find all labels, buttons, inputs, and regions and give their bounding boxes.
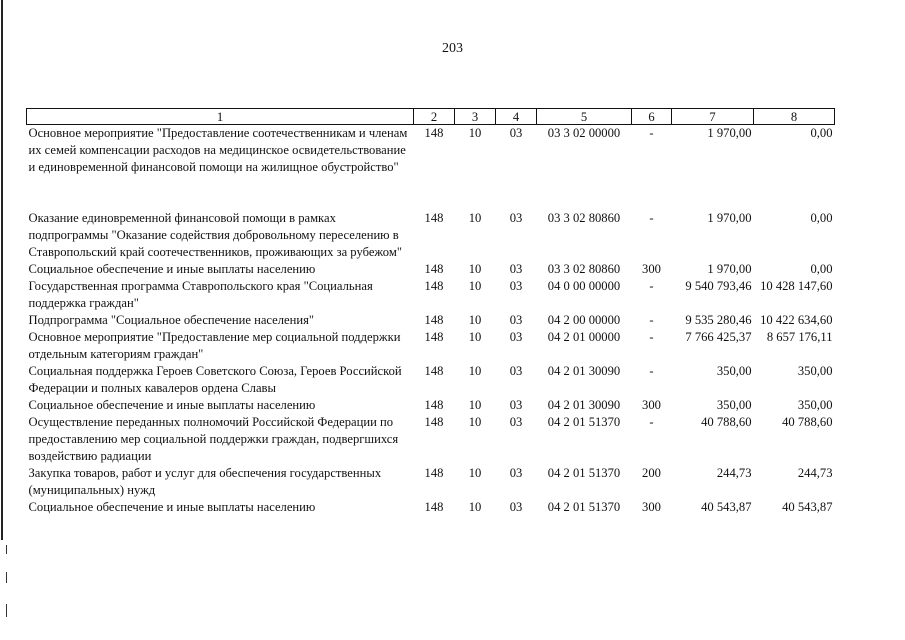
expense-type-code: 200	[642, 466, 661, 480]
table-row	[27, 363, 835, 397]
table-row	[27, 499, 835, 516]
target-article-code: 04 2 01 30090	[547, 364, 621, 378]
ministry-code: 148	[424, 262, 444, 276]
target-article-code: 04 2 01 51370	[547, 500, 621, 514]
subsection-code: 03	[509, 313, 523, 327]
amount-year-2: 40 788,60	[782, 415, 833, 429]
ministry-code: 148	[424, 330, 444, 344]
section-code: 10	[468, 330, 482, 344]
subsection-code: 03	[509, 262, 523, 276]
column-header: 8	[754, 109, 835, 125]
section-code: 10	[468, 466, 482, 480]
section-code: 10	[468, 364, 482, 378]
margin-tick	[6, 545, 7, 554]
section-code: 10	[468, 279, 482, 293]
subsection-code: 03	[509, 364, 523, 378]
ministry-code: 148	[424, 500, 444, 514]
ministry-code: 148	[424, 466, 444, 480]
subsection-code: 03	[509, 398, 523, 412]
column-header: 1	[27, 109, 414, 125]
column-header: 5	[537, 109, 632, 125]
ministry-code: 148	[424, 364, 444, 378]
amount-year-2: 0,00	[810, 262, 833, 276]
target-article-code: 04 2 01 30090	[547, 398, 621, 412]
amount-year-1: 9 535 280,46	[685, 313, 752, 327]
amount-year-1: 1 970,00	[707, 262, 752, 276]
item-name: Социальное обеспечение и иные выплаты населению	[28, 398, 316, 412]
table-row	[27, 465, 835, 499]
ministry-code: 148	[424, 279, 444, 293]
target-article-code: 03 3 02 80860	[547, 262, 621, 276]
item-name: Социальная поддержка Героев Советского Союза, Героев Российской Федерации и полных кавалеров ордена Славы	[28, 364, 402, 395]
table-row	[27, 261, 835, 278]
subsection-code: 03	[509, 415, 523, 429]
amount-year-2: 0,00	[810, 211, 833, 225]
item-name: Осуществление переданных полномочий Российской Федерации по предоставлению мер социальной поддержки граждан, подвергшихся воздействию радиации	[28, 415, 399, 463]
ministry-code: 148	[424, 313, 444, 327]
expense-type-code: -	[649, 211, 654, 225]
column-header: 6	[632, 109, 672, 125]
target-article-code: 03 3 02 80860	[547, 211, 621, 225]
section-code: 10	[468, 126, 482, 140]
item-name: Социальное обеспечение и иные выплаты населению	[28, 500, 316, 514]
amount-year-2: 10 422 634,60	[760, 313, 833, 327]
section-code: 10	[468, 313, 482, 327]
expense-type-code: -	[649, 364, 654, 378]
target-article-code: 04 2 01 00000	[547, 330, 621, 344]
subsection-code: 03	[509, 500, 523, 514]
subsection-code: 03	[509, 466, 523, 480]
expense-type-code: 300	[642, 500, 661, 514]
section-code: 10	[468, 262, 482, 276]
ministry-code: 148	[424, 126, 444, 140]
item-name: Основное мероприятие "Предоставление мер социальной поддержки отдельным категориям граждан"	[28, 330, 401, 361]
item-name: Оказание единовременной финансовой помощи в рамках подпрограммы "Оказание содействия добровольному переселению в Ставропольский край соотечественников, проживающих за рубежом"	[28, 211, 402, 259]
target-article-code: 04 2 01 51370	[547, 466, 621, 480]
column-header: 7	[672, 109, 754, 125]
expense-type-code: -	[649, 415, 654, 429]
margin-tick	[6, 604, 7, 617]
ministry-code: 148	[424, 415, 444, 429]
amount-year-1: 244,73	[716, 466, 752, 480]
target-article-code: 04 0 00 00000	[547, 279, 621, 293]
expense-type-code: -	[649, 313, 654, 327]
table-row	[27, 329, 835, 363]
expense-type-code: -	[649, 330, 654, 344]
subsection-code: 03	[509, 330, 523, 344]
section-code: 10	[468, 211, 482, 225]
item-name: Государственная программа Ставропольского края "Социальная поддержка граждан"	[28, 279, 373, 310]
table-row	[27, 125, 835, 211]
amount-year-1: 40 543,87	[701, 500, 752, 514]
amount-year-2: 8 657 176,11	[766, 330, 833, 344]
item-name: Социальное обеспечение и иные выплаты населению	[28, 262, 316, 276]
column-header: 2	[414, 109, 455, 125]
left-margin-line	[1, 0, 3, 540]
subsection-code: 03	[509, 211, 523, 225]
expense-type-code: -	[649, 126, 654, 140]
table-row	[27, 278, 835, 312]
amount-year-1: 350,00	[716, 398, 752, 412]
ministry-code: 148	[424, 398, 444, 412]
amount-year-1: 1 970,00	[707, 211, 752, 225]
target-article-code: 03 3 02 00000	[547, 126, 621, 140]
amount-year-2: 244,73	[797, 466, 833, 480]
amount-year-2: 10 428 147,60	[760, 279, 833, 293]
ministry-code: 148	[424, 211, 444, 225]
table-header-row	[27, 109, 835, 125]
expense-type-code: -	[649, 279, 654, 293]
expense-type-code: 300	[642, 262, 661, 276]
amount-year-1: 9 540 793,46	[685, 279, 752, 293]
table-row	[27, 312, 835, 329]
table-row	[27, 397, 835, 414]
margin-tick	[6, 572, 7, 583]
amount-year-2: 350,00	[797, 398, 833, 412]
table-row	[27, 414, 835, 465]
budget-table	[26, 108, 835, 516]
page-number: 203	[442, 41, 463, 56]
item-name: Подпрограмма "Социальное обеспечение населения"	[28, 313, 315, 327]
target-article-code: 04 2 00 00000	[547, 313, 621, 327]
section-code: 10	[468, 415, 482, 429]
section-code: 10	[468, 398, 482, 412]
amount-year-1: 1 970,00	[707, 126, 752, 140]
column-header: 4	[496, 109, 537, 125]
expense-type-code: 300	[642, 398, 661, 412]
table-row	[27, 210, 835, 261]
amount-year-2: 350,00	[797, 364, 833, 378]
item-name: Закупка товаров, работ и услуг для обеспечения государственных (муниципальных) нужд	[28, 466, 382, 497]
column-header: 3	[455, 109, 496, 125]
amount-year-1: 350,00	[716, 364, 752, 378]
target-article-code: 04 2 01 51370	[547, 415, 621, 429]
section-code: 10	[468, 500, 482, 514]
item-name: Основное мероприятие "Предоставление соотечественникам и членам их семей компенсации расходов на медицинское освидетельствование и единовременной финансовой помощи на жилищное обустройство"	[28, 126, 408, 174]
subsection-code: 03	[509, 279, 523, 293]
subsection-code: 03	[509, 126, 523, 140]
amount-year-2: 0,00	[810, 126, 833, 140]
amount-year-1: 7 766 425,37	[685, 330, 752, 344]
amount-year-1: 40 788,60	[701, 415, 752, 429]
amount-year-2: 40 543,87	[782, 500, 833, 514]
